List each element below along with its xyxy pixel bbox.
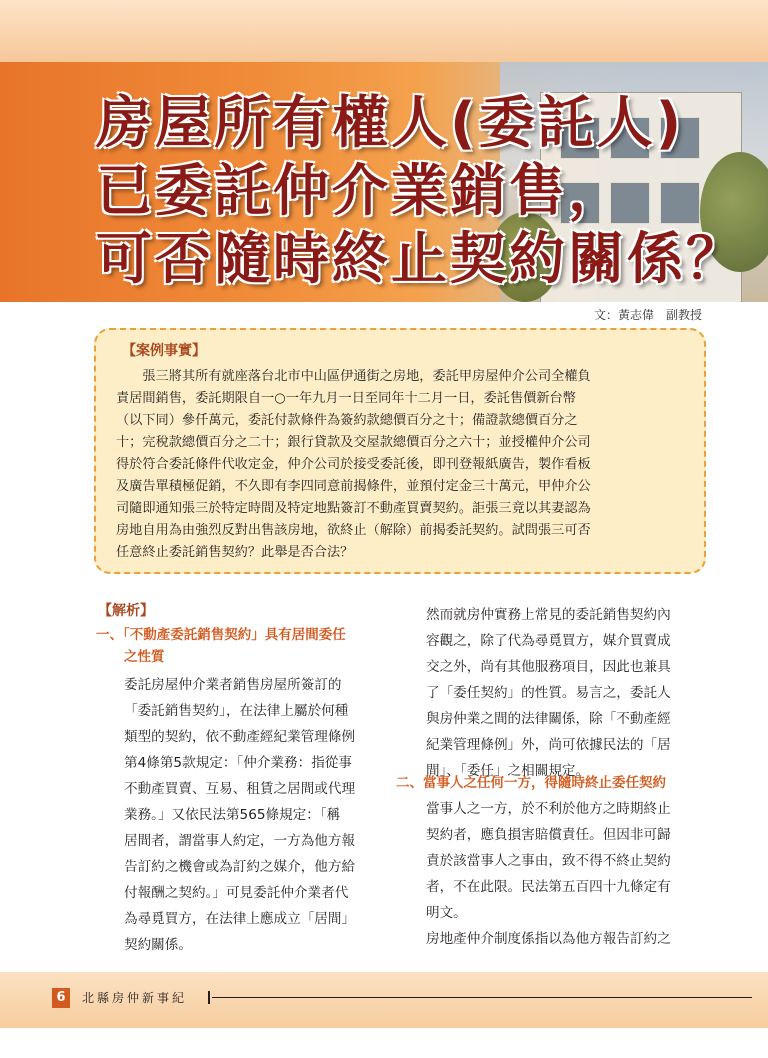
text-line: 為尋覓買方，在法律上應成立「居間」 bbox=[124, 911, 356, 927]
case-line: 及廣告單積極促銷，不久即有李四同意前揭條件，並預付定金三十萬元，甲仲介公 bbox=[116, 479, 591, 494]
text-line: 了「委任契約」的性質。易言之，委託人 bbox=[426, 685, 671, 701]
right-column-text-b bbox=[426, 796, 702, 952]
case-line: 十；完稅款總價百分之二十；銀行貸款及交屋款總價百分之六十；並授權仲介公司 bbox=[116, 435, 591, 450]
section-1-heading-line-1: 一、「不動產委託銷售契約」具有居間委任 bbox=[96, 627, 346, 643]
case-line: （以下同）參仟萬元，委託付款條件為簽約款總價百分之十；備證款總價百分之 bbox=[116, 413, 578, 428]
text-line: 者，不在此限。民法第五百四十九條定有 bbox=[426, 879, 671, 895]
text-line: 交之外，尚有其他服務項目，因此也兼具 bbox=[426, 659, 671, 675]
text-line: 契約關係。 bbox=[124, 937, 192, 953]
footer-rule bbox=[212, 997, 752, 998]
case-line: 得於符合委託條件代收定金，仲介公司於接受委託後，即刊登報紙廣告，製作看板 bbox=[116, 457, 591, 472]
text-line: 不動產買賣、互易、租賃之居間或代理 bbox=[124, 781, 356, 797]
case-line: 任意終止委託銷售契約？此舉是否合法？ bbox=[116, 545, 354, 560]
text-line: 類型的契約，依不動產經紀業管理條例 bbox=[124, 729, 356, 745]
right-column-text-a bbox=[426, 602, 702, 784]
text-line: 間」、「委任」之相關規定。 bbox=[426, 763, 590, 779]
text-line: 付報酬之契約。」可見委託仲介業者代 bbox=[124, 885, 349, 901]
footer-rule-tick bbox=[208, 991, 210, 1004]
top-decor-strip bbox=[0, 0, 768, 62]
magazine-name: 北縣房仲新事紀 bbox=[82, 991, 188, 1005]
text-line: 與房仲業之間的法律關係，除「不動產經 bbox=[426, 711, 671, 727]
text-line: 當事人之一方，於不利於他方之時期終止 bbox=[426, 801, 671, 817]
case-line: 司隨即通知張三於特定時間及特定地點簽訂不動產買賣契約。詎張三竟以其妻認為 bbox=[116, 501, 591, 516]
case-line: 張三將其所有就座落台北市中山區伊通街之房地，委託甲房屋仲介公司全權負 bbox=[116, 369, 591, 384]
text-line: 委託房屋仲介業者銷售房屋所簽訂的 bbox=[124, 677, 342, 693]
text-line: 然而就房仲實務上常見的委託銷售契約內 bbox=[426, 607, 671, 623]
text-line: 房地產仲介制度係指以為他方報告訂約之 bbox=[426, 931, 671, 947]
case-facts-box bbox=[94, 328, 706, 574]
text-line: 明文。 bbox=[426, 905, 467, 921]
page-title-line-3: 可否隨時終止契約關係？ bbox=[96, 227, 745, 292]
page-title-line-1: 房屋所有權人(委託人) bbox=[96, 91, 685, 156]
text-line: 責於該當事人之事由，致不得不終止契約 bbox=[426, 853, 671, 869]
section-1-heading-line-2: 之性質 bbox=[124, 649, 165, 665]
section-2-heading: 二、當事人之任何一方，得隨時終止委任契約 bbox=[396, 775, 666, 791]
text-line: 紀業管理條例」外，尚可依據民法的「居 bbox=[426, 737, 671, 753]
page-number: 6 bbox=[52, 988, 70, 1008]
case-line: 責居間銷售，委託期限自一○一年九月一日至同年十二月一日，委託售價新台幣 bbox=[116, 391, 576, 406]
analysis-heading: 【解析】 bbox=[98, 603, 154, 619]
case-facts-body bbox=[116, 366, 686, 564]
text-line: 容觀之，除了代為尋覓買方，媒介買賣成 bbox=[426, 633, 671, 649]
text-line: 業務。」又依民法第565條規定：「稱 bbox=[124, 807, 341, 823]
case-line: 房地自用為由強烈反對出售該房地，欲終止（解除）前揭委託契約。試問張三可否 bbox=[116, 523, 591, 538]
text-line: 居間者，謂當事人約定，一方為他方報 bbox=[124, 833, 356, 849]
case-facts-heading: 【案例事實】 bbox=[122, 343, 206, 359]
text-line: 契約者，應負損害賠償責任。但因非可歸 bbox=[426, 827, 671, 843]
left-column-text bbox=[124, 672, 386, 958]
page-title-line-2: 已委託仲介業銷售， bbox=[96, 159, 627, 224]
text-line: 告訂約之機會或為訂約之媒介，他方給 bbox=[124, 859, 356, 875]
text-line: 「委託銷售契約」，在法律上屬於何種 bbox=[124, 703, 349, 719]
author-byline: 文：黃志偉 副教授 bbox=[593, 308, 702, 322]
text-line: 第4條第5款規定：「仲介業務：指從事 bbox=[124, 755, 352, 771]
